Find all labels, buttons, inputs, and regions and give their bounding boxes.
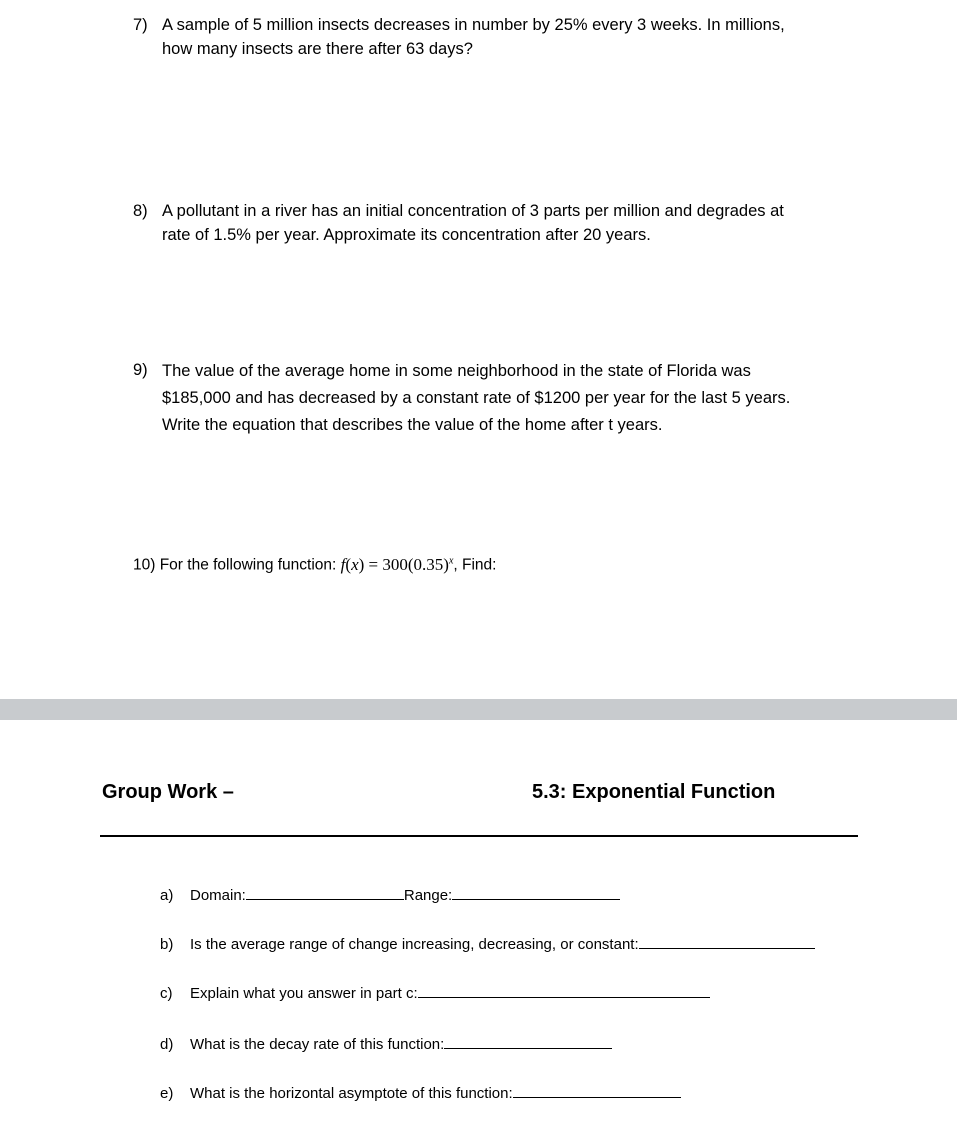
- part-text: Is the average range of change increasing, decreasing, or constant:: [190, 936, 639, 953]
- part-text: What is the decay rate of this function:: [190, 1036, 445, 1053]
- question-10: [133, 549, 496, 578]
- question-number: 9): [133, 361, 148, 379]
- question-text: The value of the average home in some neighborhood in the state of Florida was $185,000 and has decreased by a constant rate of $1200 per year for the last 5 years. Write the equation that describes the value of the home after t years.: [162, 362, 791, 434]
- part-d: [160, 1034, 612, 1055]
- part-a: [160, 885, 620, 906]
- answer-blank[interactable]: [639, 934, 815, 949]
- range-answer-blank[interactable]: [452, 885, 620, 900]
- answer-blank[interactable]: [444, 1034, 612, 1049]
- part-text: What is the horizontal asymptote of this function:: [190, 1085, 513, 1102]
- question-text: A pollutant in a river has an initial concentration of 3 parts per million and degrades at rate of 1.5% per year. Approximate its concentration after 20 years.: [162, 202, 784, 244]
- function-formula: $f(x) = 300(0.35)^x$: [340, 554, 454, 574]
- part-label: c): [160, 985, 173, 1002]
- group-work-heading: Group Work –: [102, 781, 234, 803]
- header-rule: [100, 835, 858, 837]
- part-text: Explain what you answer in part c:: [190, 985, 418, 1002]
- part-c: [160, 983, 710, 1004]
- part-b: [160, 934, 815, 955]
- question-number: 8): [133, 202, 148, 220]
- question-text: A sample of 5 million insects decreases in number by 25% every 3 weeks. In millions, how many insects are there after 63 days?: [162, 16, 785, 58]
- question-number: 10): [133, 556, 156, 574]
- part-e: [160, 1083, 681, 1104]
- page-separator: [0, 699, 957, 720]
- answer-blank[interactable]: [513, 1083, 681, 1098]
- part-label: e): [160, 1085, 174, 1102]
- question-number: 7): [133, 16, 148, 34]
- range-label: Range:: [403, 887, 453, 904]
- part-label: d): [160, 1036, 174, 1053]
- question-prefix: For the following function:: [159, 556, 337, 574]
- part-label: b): [160, 936, 174, 953]
- part-text: Domain:: [190, 887, 246, 904]
- question-suffix: , Find:: [453, 556, 497, 574]
- answer-blank[interactable]: [418, 983, 710, 998]
- part-label: a): [160, 887, 174, 904]
- section-title: 5.3: Exponential Function: [532, 781, 776, 803]
- domain-answer-blank[interactable]: [246, 885, 404, 900]
